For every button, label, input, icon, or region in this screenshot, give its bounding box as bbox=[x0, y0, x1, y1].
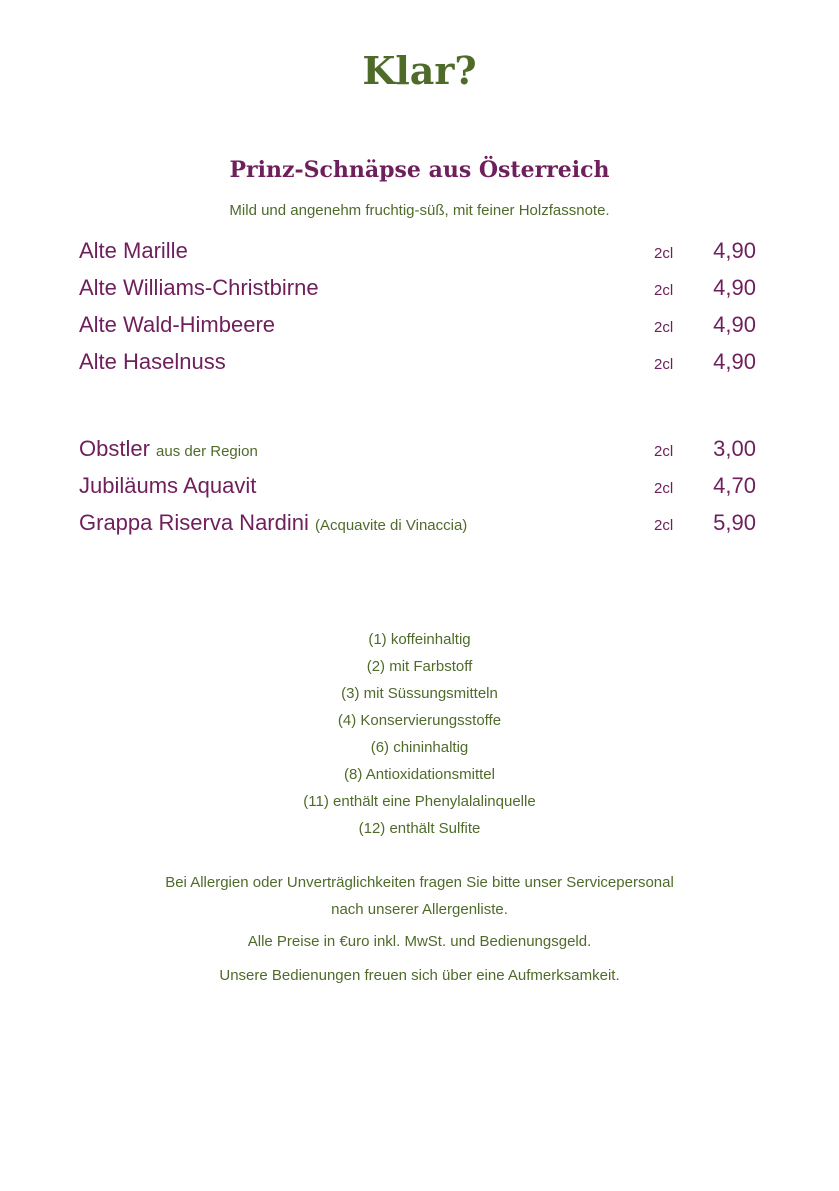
item-name: Grappa Riserva Nardini (Acquavite di Vinaccia) bbox=[79, 510, 468, 535]
item-size: 2cl bbox=[654, 443, 674, 460]
item-price: 4,90 bbox=[713, 312, 756, 337]
section-subtitle: Mild und angenehm fruchtig-süß, mit feiner Holzfassnote. bbox=[229, 202, 610, 219]
menu-item bbox=[79, 234, 756, 264]
item-name: Jubiläums Aquavit bbox=[79, 473, 257, 498]
item-price: 4,70 bbox=[713, 473, 756, 498]
allergy-line: nach unserer Allergenliste. bbox=[331, 901, 508, 918]
menu-item bbox=[79, 506, 756, 536]
section-title: Prinz-Schnäpse aus Österreich bbox=[229, 157, 610, 183]
tip-note: Unsere Bedienungen freuen sich über eine Aufmerksamkeit. bbox=[219, 967, 620, 984]
item-price: 4,90 bbox=[713, 275, 756, 300]
item-name: Alte Marille bbox=[79, 238, 188, 263]
additive-item: (11) enthält eine Phenylalalinquelle bbox=[303, 793, 536, 810]
item-size: 2cl bbox=[654, 517, 674, 534]
item-size: 2cl bbox=[654, 319, 674, 336]
item-size: 2cl bbox=[654, 480, 674, 497]
item-price: 5,90 bbox=[713, 510, 756, 535]
prices-note: Alle Preise in €uro inkl. MwSt. und Bedienungsgeld. bbox=[247, 933, 592, 950]
item-name: Alte Wald-Himbeere bbox=[79, 312, 276, 337]
menu-item bbox=[79, 308, 756, 338]
page-title: Klar? bbox=[362, 48, 477, 93]
additive-item: (1) koffeinhaltig bbox=[368, 631, 471, 648]
menu-item bbox=[79, 345, 756, 375]
allergy-notice bbox=[0, 869, 839, 923]
item-price: 3,00 bbox=[713, 436, 756, 461]
additive-item: (8) Antioxidationsmittel bbox=[344, 766, 495, 783]
additive-item: (4) Konservierungsstoffe bbox=[337, 712, 502, 729]
item-price: 4,90 bbox=[713, 349, 756, 374]
item-size: 2cl bbox=[654, 245, 674, 262]
additive-item: (12) enthält Sulfite bbox=[358, 820, 481, 837]
additives-list bbox=[0, 626, 839, 842]
allergy-line: Bei Allergien oder Unverträglichkeiten fragen Sie bitte unser Servicepersonal bbox=[165, 874, 674, 891]
item-name: Alte Williams-Christbirne bbox=[79, 275, 319, 300]
menu-item bbox=[79, 432, 756, 462]
item-size: 2cl bbox=[654, 356, 674, 373]
item-price: 4,90 bbox=[713, 238, 756, 263]
item-note: aus der Region bbox=[156, 443, 258, 460]
item-note: (Acquavite di Vinaccia) bbox=[315, 517, 468, 534]
additive-item: (2) mit Farbstoff bbox=[366, 658, 473, 675]
item-size: 2cl bbox=[654, 282, 674, 299]
additive-item: (6) chininhaltig bbox=[370, 739, 469, 756]
item-name: Alte Haselnuss bbox=[79, 349, 226, 374]
menu-item bbox=[79, 271, 756, 301]
item-name: Obstler aus der Region bbox=[79, 436, 258, 461]
menu-item bbox=[79, 469, 756, 499]
additive-item: (3) mit Süssungsmitteln bbox=[341, 685, 498, 702]
